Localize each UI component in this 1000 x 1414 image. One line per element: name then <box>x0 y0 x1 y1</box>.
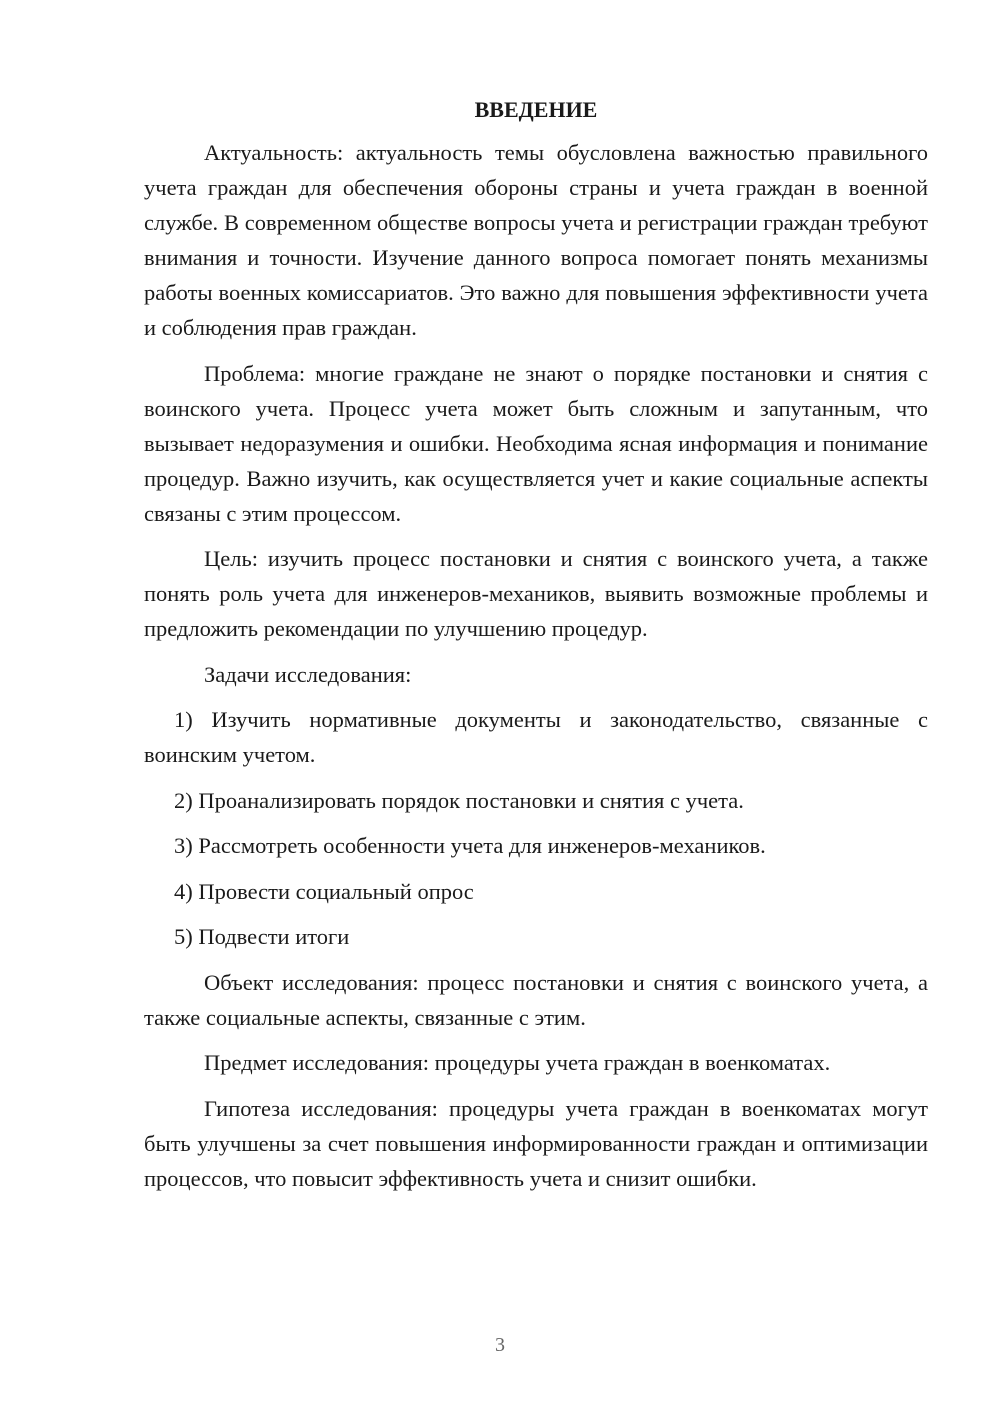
section-title: ВВЕДЕНИЕ <box>474 97 598 122</box>
page-content <box>144 95 928 1206</box>
paragraph-hypothesis: Гипотеза исследования: процедуры учета граждан в военкоматах могут быть улучшены за счет повышения информированности граждан и оптимизации процессов, что повысит эффективность учета и снизит ошибки. <box>144 1095 928 1191</box>
paragraph-problem: Проблема: многие граждане не знают о порядке постановки и снятия с воинского учета. Процесс учета может быть сложным и запутанным, что вызывает недоразумения и ошибки. Необходима ясная информация и понимание процедур. Важно изучить, как осуществляется учет и какие социальные аспекты связаны с этим процессом. <box>144 360 928 526</box>
task-item-3: 3) Рассмотреть особенности учета для инженеров-механиков. <box>174 833 766 858</box>
paragraph-goal: Цель: изучить процесс постановки и снятия с воинского учета, а также понять роль учета для инженеров-механиков, выявить возможные проблемы и предложить рекомендации по улучшению процедур. <box>144 546 928 641</box>
paragraph-object: Объект исследования: процесс постановки и снятия с воинского учета, а также социальные аспекты, связанные с этим. <box>144 969 928 1030</box>
task-item-5: 5) Подвести итоги <box>174 924 350 949</box>
task-item-2: 2) Проанализировать порядок постановки и снятия с учета. <box>174 787 744 813</box>
task-item-4: 4) Провести социальный опрос <box>174 878 474 904</box>
task-item-1: 1) Изучить нормативные документы и законодательство, связанные с воинским учетом. <box>144 707 928 767</box>
tasks-heading: Задачи исследования: <box>204 661 412 687</box>
page-number: 3 <box>495 1334 505 1356</box>
paragraph-subject: Предмет исследования: процедуры учета граждан в военкоматах. <box>204 1050 831 1075</box>
paragraph-relevance: Актуальность: актуальность темы обусловлена важностью правильного учета граждан для обеспечения обороны страны и учета граждан в военной службе. В современном обществе вопросы учета и регистрации граждан требуют внимания и точности. Изучение данного вопроса помогает понять механизмы работы военных комиссариатов. Это важно для повышения эффективности учета и соблюдения прав граждан. <box>144 140 928 340</box>
